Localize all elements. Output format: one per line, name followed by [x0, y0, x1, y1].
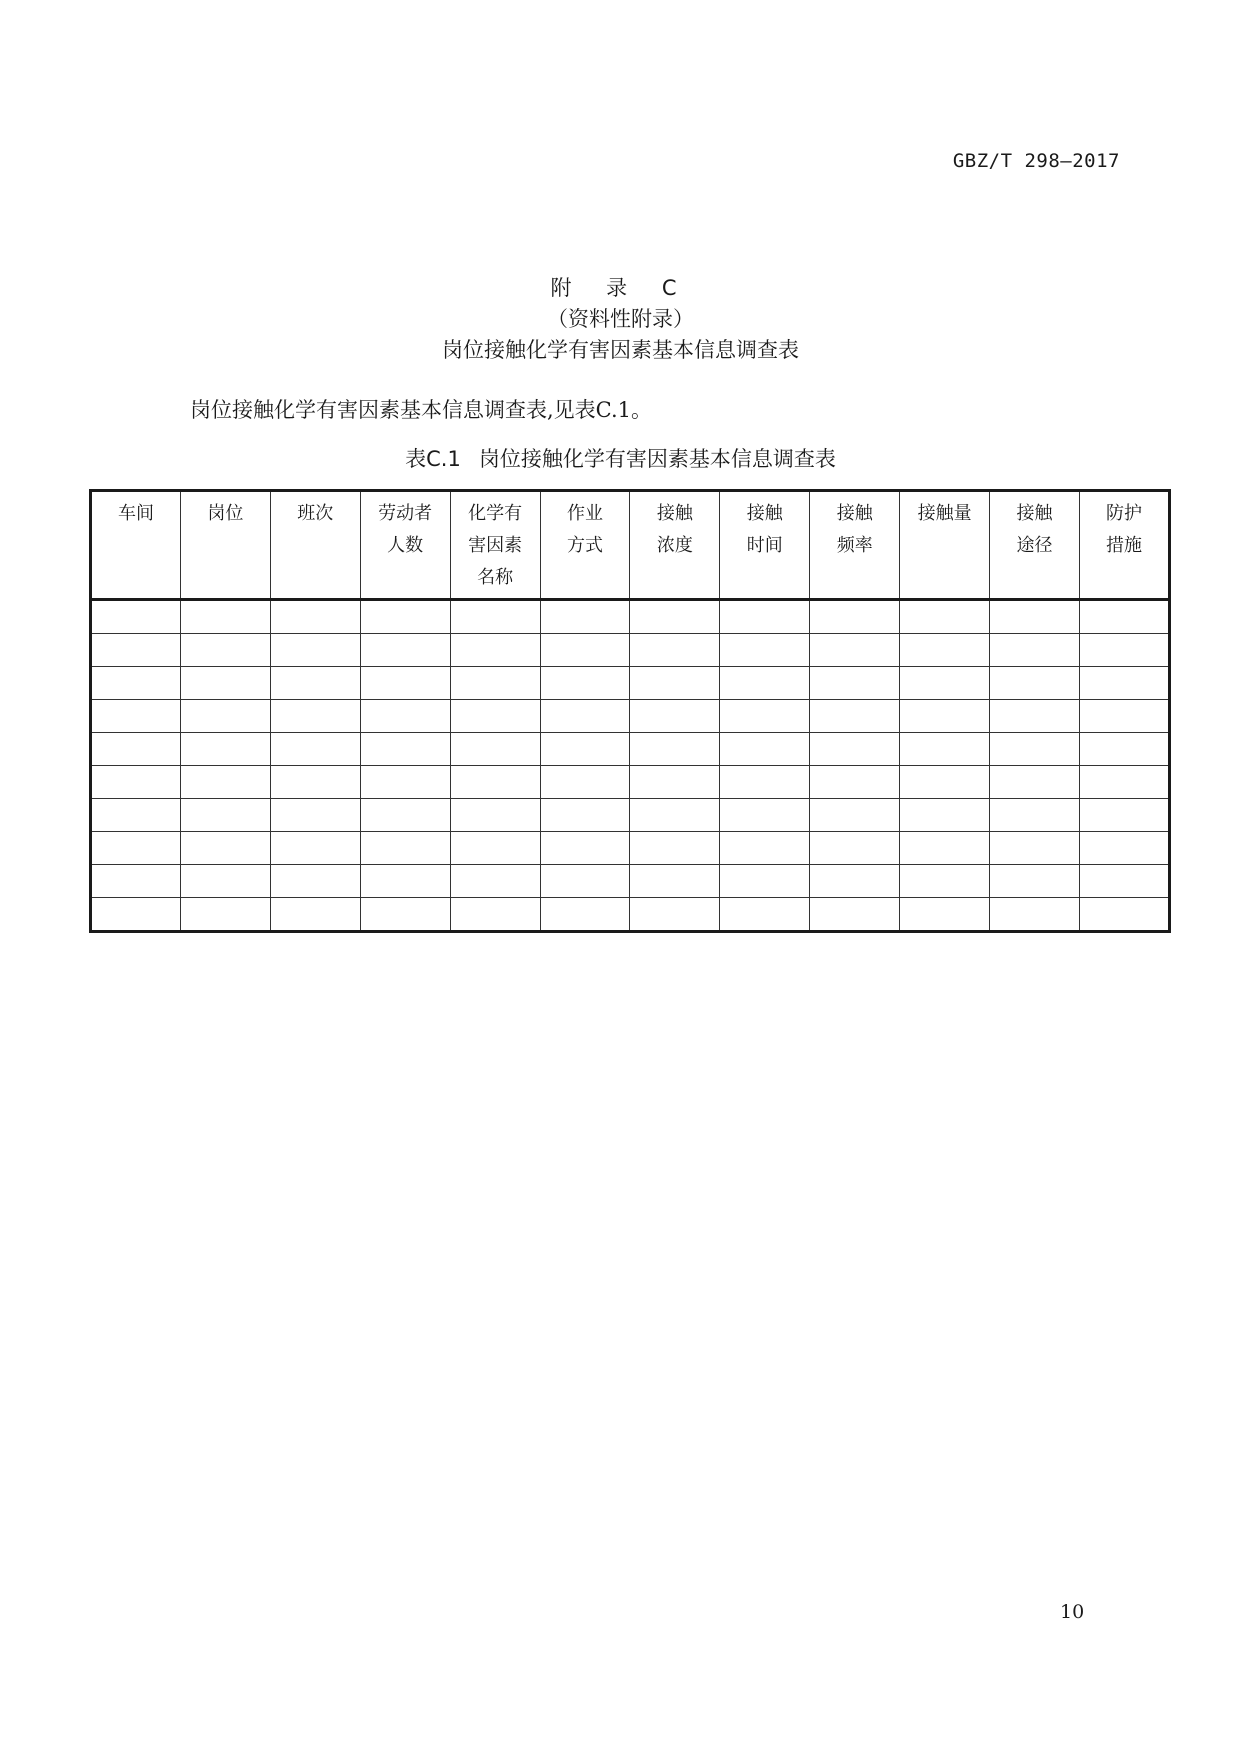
table-cell [450, 799, 540, 832]
column-header-line: 岗位 [207, 503, 244, 524]
table-cell [360, 799, 450, 832]
table-row [91, 667, 1170, 700]
table-cell [540, 799, 630, 832]
table-cell [990, 700, 1080, 733]
column-header-line: 方式 [566, 535, 603, 556]
column-header-line: 化学有 [468, 503, 523, 524]
table-cell [270, 733, 360, 766]
table-cell [900, 832, 990, 865]
table-cell [540, 634, 630, 667]
table-cell [900, 700, 990, 733]
table-cell [630, 766, 720, 799]
table-cell [360, 634, 450, 667]
column-header-line: 途径 [1016, 535, 1053, 556]
table-cell [1079, 700, 1169, 733]
column-header-line: 劳动者 [378, 503, 433, 524]
table-cell [810, 667, 900, 700]
column-header [720, 491, 810, 600]
table-cell [810, 832, 900, 865]
table-cell [450, 700, 540, 733]
table-cell [720, 832, 810, 865]
table-cell [270, 700, 360, 733]
table-body [91, 600, 1170, 932]
table-cell [810, 799, 900, 832]
table-cell [630, 832, 720, 865]
column-header [900, 491, 990, 600]
appendix-subtitle: （资料性附录） [547, 307, 694, 331]
table-cell [270, 766, 360, 799]
column-header-line: 班次 [297, 503, 334, 524]
table-cell [990, 600, 1080, 634]
table-cell [630, 799, 720, 832]
table-cell [720, 733, 810, 766]
table-cell [630, 667, 720, 700]
column-header-line: 车间 [117, 503, 154, 524]
table-cell [180, 898, 270, 932]
table-cell [91, 600, 181, 634]
table-cell [270, 600, 360, 634]
table-cell [91, 865, 181, 898]
table-cell [900, 799, 990, 832]
table-cell [990, 865, 1080, 898]
table-cell [990, 799, 1080, 832]
column-header [360, 491, 450, 600]
table-cell [990, 634, 1080, 667]
survey-table [89, 489, 1171, 933]
column-header-line: 害因素 [468, 535, 523, 556]
table-cell [270, 832, 360, 865]
table-cell [900, 898, 990, 932]
table-cell [360, 600, 450, 634]
body-paragraph: 岗位接触化学有害因素基本信息调查表,见表C.1。 [190, 398, 653, 422]
column-header [180, 491, 270, 600]
table-cell [360, 898, 450, 932]
column-header-line: 名称 [477, 567, 514, 588]
table-cell [360, 667, 450, 700]
table-cell [900, 865, 990, 898]
column-header-line: 接触量 [917, 503, 972, 524]
table-cell [720, 766, 810, 799]
table-caption-number: 表C.1 [405, 447, 461, 471]
column-header [630, 491, 720, 600]
table-cell [270, 865, 360, 898]
table-cell [540, 667, 630, 700]
table-cell [810, 865, 900, 898]
table-cell [450, 865, 540, 898]
table-cell [990, 832, 1080, 865]
table-cell [720, 600, 810, 634]
table-row [91, 865, 1170, 898]
table-cell [720, 865, 810, 898]
table-cell [630, 733, 720, 766]
table-cell [900, 667, 990, 700]
table-cell [450, 634, 540, 667]
table-row [91, 700, 1170, 733]
table-cell [180, 766, 270, 799]
table-cell [360, 865, 450, 898]
table-cell [180, 600, 270, 634]
table-cell [720, 667, 810, 700]
table-cell [540, 766, 630, 799]
table-header-row [91, 491, 1170, 600]
table-cell [450, 600, 540, 634]
table-cell [450, 832, 540, 865]
table-row [91, 799, 1170, 832]
column-header [990, 491, 1080, 600]
column-header [1079, 491, 1169, 600]
table-cell [990, 667, 1080, 700]
table-cell [91, 766, 181, 799]
table-cell [990, 733, 1080, 766]
table-cell [180, 733, 270, 766]
table-cell [810, 600, 900, 634]
table-cell [91, 700, 181, 733]
table-header [91, 491, 1170, 600]
table-cell [360, 766, 450, 799]
table-row [91, 634, 1170, 667]
table-cell [810, 700, 900, 733]
table-cell [810, 634, 900, 667]
table-cell [720, 634, 810, 667]
table-cell [180, 799, 270, 832]
appendix-heading: 岗位接触化学有害因素基本信息调查表 [442, 338, 799, 362]
column-header-line: 时间 [746, 535, 783, 556]
table-cell [810, 733, 900, 766]
table-cell [270, 634, 360, 667]
table-cell [630, 898, 720, 932]
table-cell [630, 600, 720, 634]
table-cell [450, 898, 540, 932]
table-cell [990, 766, 1080, 799]
column-header-line: 人数 [387, 535, 424, 556]
table-cell [1079, 733, 1169, 766]
table-cell [720, 799, 810, 832]
table-caption-title: 岗位接触化学有害因素基本信息调查表 [478, 447, 836, 471]
column-header [810, 491, 900, 600]
column-header-line: 作业 [566, 503, 603, 524]
table-cell [450, 667, 540, 700]
table-cell [91, 898, 181, 932]
table-cell [810, 766, 900, 799]
column-header [270, 491, 360, 600]
table-cell [1079, 634, 1169, 667]
table-cell [540, 600, 630, 634]
table-row [91, 832, 1170, 865]
column-header-line: 措施 [1105, 535, 1142, 556]
table-cell [91, 667, 181, 700]
column-header-line: 防护 [1105, 503, 1142, 524]
table-cell [180, 865, 270, 898]
table-cell [270, 799, 360, 832]
table-cell [630, 865, 720, 898]
table-row [91, 898, 1170, 932]
table-cell [91, 799, 181, 832]
table-cell [91, 733, 181, 766]
table-cell [540, 700, 630, 733]
table-cell [91, 832, 181, 865]
table-cell [720, 700, 810, 733]
column-header-line: 频率 [836, 535, 873, 556]
table-cell [540, 832, 630, 865]
document-code: GBZ/T 298—2017 [952, 150, 1120, 172]
table-row [91, 733, 1170, 766]
table-cell [180, 634, 270, 667]
table-cell [540, 733, 630, 766]
table-cell [360, 700, 450, 733]
table-row [91, 766, 1170, 799]
column-header [91, 491, 181, 600]
table-cell [1079, 667, 1169, 700]
table-cell [450, 733, 540, 766]
table-cell [91, 634, 181, 667]
table-row [91, 600, 1170, 634]
table-cell [1079, 832, 1169, 865]
table-cell [1079, 766, 1169, 799]
column-header-line: 接触 [656, 503, 693, 524]
column-header-line: 浓度 [656, 535, 693, 556]
table-cell [900, 733, 990, 766]
table-cell [180, 832, 270, 865]
appendix-title: 附 录 C [550, 276, 691, 300]
table-cell [720, 898, 810, 932]
table-cell [810, 898, 900, 932]
table-cell [270, 898, 360, 932]
table-cell [540, 865, 630, 898]
table-cell [360, 832, 450, 865]
column-header [450, 491, 540, 600]
table-cell [270, 667, 360, 700]
table-cell [630, 700, 720, 733]
table-cell [180, 667, 270, 700]
table-cell [1079, 799, 1169, 832]
column-header-line: 接触 [836, 503, 873, 524]
table-cell [990, 898, 1080, 932]
table-cell [630, 634, 720, 667]
column-header [540, 491, 630, 600]
table-cell [1079, 898, 1169, 932]
table-caption [0, 443, 1241, 473]
table-cell [450, 766, 540, 799]
table-cell [180, 700, 270, 733]
table-cell [900, 634, 990, 667]
table-cell [1079, 865, 1169, 898]
table-cell [360, 733, 450, 766]
table-cell [540, 898, 630, 932]
table-cell [900, 766, 990, 799]
table-cell [1079, 600, 1169, 634]
page-number: 10 [1060, 1601, 1085, 1623]
table-cell [900, 600, 990, 634]
column-header-line: 接触 [746, 503, 783, 524]
column-header-line: 接触 [1016, 503, 1053, 524]
